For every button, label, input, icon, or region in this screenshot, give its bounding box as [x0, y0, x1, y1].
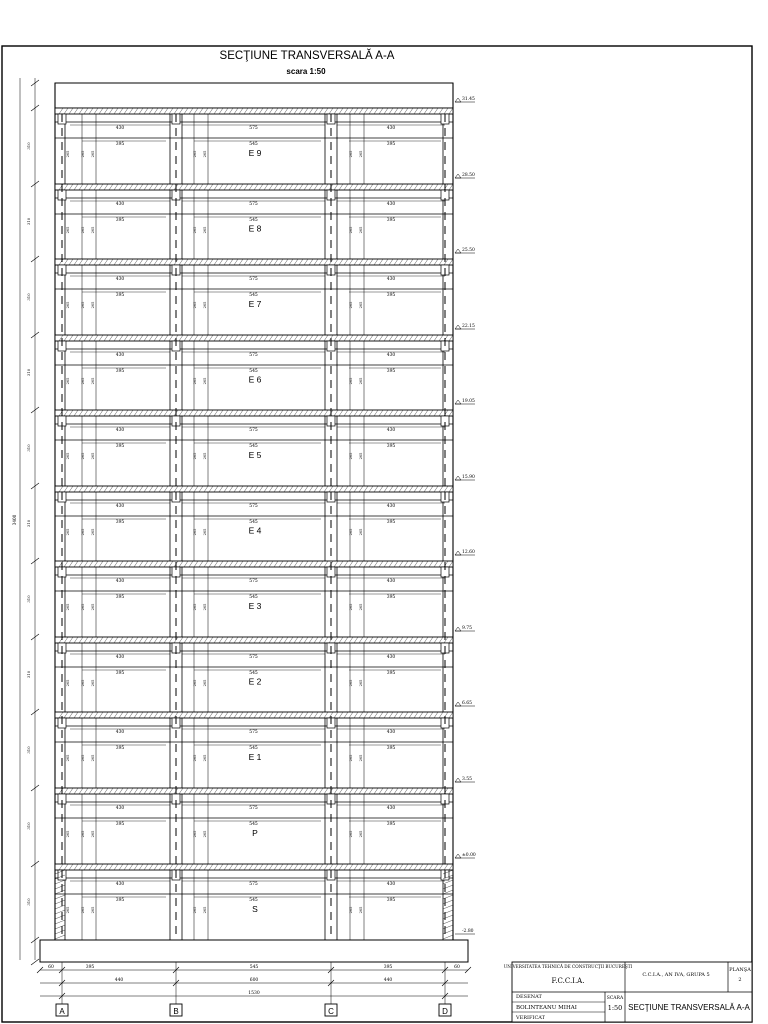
- height-tick-label: 265: [193, 679, 197, 687]
- clear-span-label: 395: [115, 822, 125, 827]
- beam-span-label: 430: [386, 277, 396, 282]
- wall-hatch: [443, 935, 453, 939]
- height-tick-label: 265: [349, 754, 353, 762]
- bottom-dim-row1-label: 395: [383, 965, 393, 970]
- height-tick-label: 265: [91, 301, 95, 309]
- level-mark-triangle: [455, 325, 461, 329]
- clear-span-label: 395: [115, 671, 125, 676]
- story-height-label: 310: [26, 293, 31, 301]
- beam-span-label: 430: [386, 428, 396, 433]
- height-tick-label: 265: [193, 830, 197, 838]
- clear-span-label: 545: [249, 898, 258, 903]
- beam-span-label: 430: [115, 504, 125, 509]
- height-tick-label: 265: [193, 754, 197, 762]
- wall-hatch: [55, 920, 65, 924]
- drawing-title: SECŢIUNE TRANSVERSALĂ A-A: [219, 50, 395, 62]
- clear-span-label: 545: [249, 142, 258, 147]
- beam-span-label: 430: [115, 655, 125, 660]
- height-tick-label: 265: [66, 906, 70, 914]
- height-tick-label: 265: [91, 754, 95, 762]
- height-tick-label: 265: [359, 377, 363, 385]
- wall-hatch: [55, 930, 65, 934]
- beam-span-label: 430: [115, 428, 125, 433]
- height-tick-label: 265: [203, 754, 207, 762]
- height-tick-label: 265: [66, 754, 70, 762]
- beam-span-label: 575: [249, 202, 258, 207]
- clear-span-label: 395: [115, 142, 125, 147]
- axis-label-C: C: [328, 1007, 334, 1016]
- floor-label-e8: E 8: [248, 223, 262, 234]
- height-tick-label: 265: [91, 679, 95, 687]
- height-tick-label: 265: [193, 226, 197, 234]
- beam-span-label: 430: [115, 353, 125, 358]
- height-tick-label: 265: [203, 452, 207, 460]
- height-tick-label: 265: [81, 603, 85, 611]
- story-height-label: 310: [26, 142, 31, 150]
- height-tick-label: 265: [203, 906, 207, 914]
- beam-span-label: 430: [115, 277, 125, 282]
- checked-label: VERIFICAT: [516, 1015, 545, 1021]
- bottom-dim-row1-label: 60: [454, 965, 460, 970]
- height-tick-label: 265: [359, 906, 363, 914]
- clear-span-label: 395: [115, 520, 125, 525]
- height-tick-label: 265: [91, 452, 95, 460]
- drawn-label: DESENAT: [516, 994, 542, 1000]
- floor-label-e9: E 9: [248, 148, 262, 158]
- faculty-name: F.C.C.I.A.: [551, 977, 585, 985]
- height-tick-label: 265: [349, 830, 353, 838]
- level-value: 28.50: [462, 173, 475, 178]
- beam-span-label: 430: [386, 806, 396, 811]
- beam-span-label: 430: [115, 882, 125, 887]
- height-tick-label: 265: [359, 603, 363, 611]
- clear-span-label: 545: [249, 671, 258, 676]
- height-tick-label: 265: [66, 377, 70, 385]
- wall-hatch: [55, 900, 65, 904]
- height-tick-label: 265: [81, 150, 85, 158]
- height-tick-label: 265: [66, 528, 70, 536]
- beam-span-label: 575: [249, 882, 258, 887]
- clear-span-label: 545: [249, 218, 258, 223]
- level-value: 22.15: [462, 324, 475, 329]
- beam-span-label: 575: [249, 277, 258, 282]
- bottom-dim-row3-label: 1530: [248, 991, 260, 996]
- height-tick-label: 265: [81, 301, 85, 309]
- beam-span-label: 430: [386, 579, 396, 584]
- height-tick-label: 265: [203, 528, 207, 536]
- clear-span-label: 395: [115, 369, 125, 374]
- dimension-lines: [12, 78, 471, 999]
- beam-span-label: 430: [115, 806, 125, 811]
- course-info: C.C.I.A., AN IVA, GRUPA 5: [642, 972, 710, 978]
- height-tick-label: 265: [81, 377, 85, 385]
- beam-span-label: 430: [115, 202, 125, 207]
- height-tick-label: 265: [81, 452, 85, 460]
- bottom-dim-row2-label: 600: [249, 978, 259, 983]
- beam-span-label: 575: [249, 730, 258, 735]
- total-height-label: 3400: [12, 514, 17, 526]
- clear-span-label: 395: [115, 444, 125, 449]
- clear-span-label: 395: [386, 822, 396, 827]
- floor-label-e1: E 1: [248, 752, 262, 762]
- height-tick-label: 265: [91, 150, 95, 158]
- level-mark-triangle: [455, 400, 461, 404]
- height-tick-label: 265: [349, 226, 353, 234]
- height-tick-label: 265: [81, 906, 85, 914]
- floor-label-e2: E 2: [248, 676, 262, 687]
- height-tick-label: 265: [359, 830, 363, 838]
- height-tick-label: 265: [203, 150, 207, 158]
- height-tick-label: 265: [91, 528, 95, 536]
- height-tick-label: 265: [193, 301, 197, 309]
- wall-hatch: [55, 915, 65, 919]
- floor-label-e7: E 7: [248, 299, 262, 309]
- height-tick-label: 265: [349, 150, 353, 158]
- beam-span-label: 430: [386, 730, 396, 735]
- axis-label-A: A: [59, 1007, 65, 1016]
- scale-value: 1:50: [607, 1004, 623, 1012]
- floor-label-e3: E 3: [248, 601, 262, 611]
- beam-span-label: 430: [386, 504, 396, 509]
- bottom-dim-row2-label: 440: [114, 978, 124, 983]
- beam-span-label: 575: [249, 655, 258, 660]
- clear-span-label: 395: [115, 595, 125, 600]
- story-height-label: 310: [26, 519, 31, 528]
- beam-span-label: 430: [115, 730, 125, 735]
- foundation-slab: [40, 940, 468, 962]
- height-tick-label: 265: [81, 226, 85, 234]
- height-tick-label: 265: [203, 226, 207, 234]
- floor-label-e5: E 5: [248, 450, 262, 460]
- height-tick-label: 265: [349, 528, 353, 536]
- clear-span-label: 395: [386, 218, 396, 223]
- height-tick-label: 265: [81, 679, 85, 687]
- height-tick-label: 265: [91, 830, 95, 838]
- beam-span-label: 575: [249, 504, 258, 509]
- height-tick-label: 265: [349, 301, 353, 309]
- clear-span-label: 395: [115, 746, 125, 751]
- story-height-label: 310: [26, 670, 31, 679]
- bottom-dim-row1-label: 395: [85, 965, 95, 970]
- beam-span-label: 575: [249, 353, 258, 358]
- beam-span-label: 430: [115, 579, 125, 584]
- wall-hatch: [55, 885, 65, 889]
- height-tick-label: 265: [66, 150, 70, 158]
- height-tick-label: 265: [66, 301, 70, 309]
- height-tick-label: 265: [91, 377, 95, 385]
- clear-span-label: 395: [386, 142, 396, 147]
- level-mark-triangle: [455, 551, 461, 555]
- story-height-label: 310: [26, 217, 31, 226]
- wall-hatch: [55, 905, 65, 909]
- beam-span-label: 430: [386, 126, 396, 131]
- height-tick-label: 265: [359, 150, 363, 158]
- clear-span-label: 545: [249, 444, 258, 449]
- bottom-dim-row1-label: 545: [249, 965, 259, 970]
- title-block-drawing-title: SECŢIUNE TRANSVERSALĂ A-A: [628, 1003, 750, 1012]
- floor-label-e4: E 4: [248, 525, 262, 536]
- axis-label-B: B: [173, 1007, 179, 1016]
- level-mark-triangle: [455, 174, 461, 178]
- height-tick-label: 265: [91, 603, 95, 611]
- height-tick-label: 265: [66, 603, 70, 611]
- beam-span-label: 575: [249, 579, 258, 584]
- level-value: 9.75: [462, 626, 473, 631]
- clear-span-label: 395: [386, 595, 396, 600]
- level-value: 25.50: [462, 248, 475, 253]
- height-tick-label: 265: [359, 528, 363, 536]
- height-tick-label: 265: [193, 603, 197, 611]
- height-tick-label: 265: [193, 452, 197, 460]
- height-tick-label: 265: [359, 452, 363, 460]
- level-mark-triangle: [455, 98, 461, 102]
- sheet-number: 2: [738, 977, 742, 983]
- beam-span-label: 430: [386, 202, 396, 207]
- beam-span-label: 430: [386, 353, 396, 358]
- bottom-dim-row1-label: 60: [48, 965, 54, 970]
- height-tick-label: 265: [193, 528, 197, 536]
- story-height-label: 310: [26, 822, 31, 830]
- university-name: UNIVERSITATEA TEHNICĂ DE CONSTRUCŢII BUCUREŞTI: [503, 964, 633, 969]
- drawing-scale: scara 1:50: [286, 67, 326, 76]
- clear-span-label: 395: [115, 218, 125, 223]
- height-tick-label: 265: [359, 754, 363, 762]
- level-mark-triangle: [455, 476, 461, 480]
- height-tick-label: 265: [203, 830, 207, 838]
- clear-span-label: 545: [249, 595, 258, 600]
- level-mark-triangle: [455, 702, 461, 706]
- height-tick-label: 265: [66, 452, 70, 460]
- clear-span-label: 395: [386, 444, 396, 449]
- clear-span-label: 395: [386, 293, 396, 298]
- height-tick-label: 265: [359, 226, 363, 234]
- level-value: 19.05: [462, 399, 475, 404]
- clear-span-label: 545: [249, 369, 258, 374]
- clear-span-label: 545: [249, 822, 258, 827]
- height-tick-label: 265: [349, 679, 353, 687]
- height-tick-label: 265: [91, 906, 95, 914]
- level-value: 6.65: [462, 701, 473, 706]
- height-tick-label: 265: [359, 301, 363, 309]
- floor-label-s: S: [252, 904, 258, 914]
- height-tick-label: 265: [193, 150, 197, 158]
- height-tick-label: 265: [359, 679, 363, 687]
- height-tick-label: 265: [66, 830, 70, 838]
- clear-span-label: 395: [386, 369, 396, 374]
- clear-span-label: 395: [386, 520, 396, 525]
- story-height-label: 310: [26, 444, 31, 452]
- height-tick-label: 265: [203, 679, 207, 687]
- height-tick-label: 265: [66, 679, 70, 687]
- clear-span-label: 395: [115, 293, 125, 298]
- floor-label-e6: E 6: [248, 374, 262, 385]
- level-mark-triangle: [455, 249, 461, 253]
- story-height-label: 310: [26, 898, 31, 906]
- clear-span-label: 545: [249, 520, 258, 525]
- height-tick-label: 265: [203, 377, 207, 385]
- beam-span-label: 575: [249, 428, 258, 433]
- level-value: 15.90: [462, 475, 475, 480]
- height-tick-label: 265: [91, 226, 95, 234]
- height-tick-label: 265: [349, 603, 353, 611]
- author-name: BOLINTEANU MIHAI: [516, 1005, 577, 1011]
- wall-hatch: [443, 880, 453, 884]
- attic-parapet: [55, 83, 453, 108]
- level-value: 12.60: [462, 550, 475, 555]
- beam-span-label: 430: [386, 882, 396, 887]
- height-tick-label: 265: [349, 906, 353, 914]
- bottom-dim-row2-label: 440: [383, 978, 393, 983]
- level-marks: [455, 96, 476, 934]
- beam-span-label: 430: [386, 655, 396, 660]
- wall-hatch: [55, 935, 65, 939]
- level-value: 31.45: [462, 97, 475, 102]
- wall-hatch: [443, 895, 453, 899]
- level-value: ±0.00: [462, 853, 476, 858]
- clear-span-label: 545: [249, 293, 258, 298]
- clear-span-label: 545: [249, 746, 258, 751]
- height-tick-label: 265: [349, 452, 353, 460]
- wall-hatch: [55, 925, 65, 929]
- height-tick-label: 265: [81, 754, 85, 762]
- wall-hatch: [443, 920, 453, 924]
- level-mark-triangle: [455, 627, 461, 631]
- height-tick-label: 265: [203, 603, 207, 611]
- sheet-label: PLANŞA: [729, 967, 751, 973]
- height-tick-label: 265: [81, 830, 85, 838]
- sheet-frame: [2, 46, 752, 1022]
- height-tick-label: 265: [66, 226, 70, 234]
- height-tick-label: 265: [81, 528, 85, 536]
- height-tick-label: 265: [193, 377, 197, 385]
- axis-label-D: D: [442, 1007, 448, 1016]
- basement-level-value: -2.80: [462, 929, 474, 934]
- story-height-label: 310: [26, 746, 31, 754]
- scale-label: SCARA: [606, 996, 624, 1001]
- clear-span-label: 395: [386, 746, 396, 751]
- clear-span-label: 395: [115, 898, 125, 903]
- floor-label-p: P: [252, 828, 258, 838]
- beam-span-label: 575: [249, 126, 258, 131]
- wall-hatch: [55, 895, 65, 899]
- height-tick-label: 265: [349, 377, 353, 385]
- height-tick-label: 265: [203, 301, 207, 309]
- beam-span-label: 430: [115, 126, 125, 131]
- wall-hatch: [55, 880, 65, 884]
- level-mark-triangle: [455, 854, 461, 858]
- story-height-label: 310: [26, 368, 31, 377]
- story-height-label: 310: [26, 595, 31, 603]
- height-tick-label: 265: [193, 906, 197, 914]
- wall-hatch: [55, 910, 65, 914]
- level-mark-triangle: [455, 778, 461, 782]
- clear-span-label: 395: [386, 671, 396, 676]
- wall-hatch: [55, 890, 65, 894]
- level-value: 3.55: [462, 777, 473, 782]
- title-block: [504, 962, 752, 1022]
- beam-span-label: 575: [249, 806, 258, 811]
- clear-span-label: 395: [386, 898, 396, 903]
